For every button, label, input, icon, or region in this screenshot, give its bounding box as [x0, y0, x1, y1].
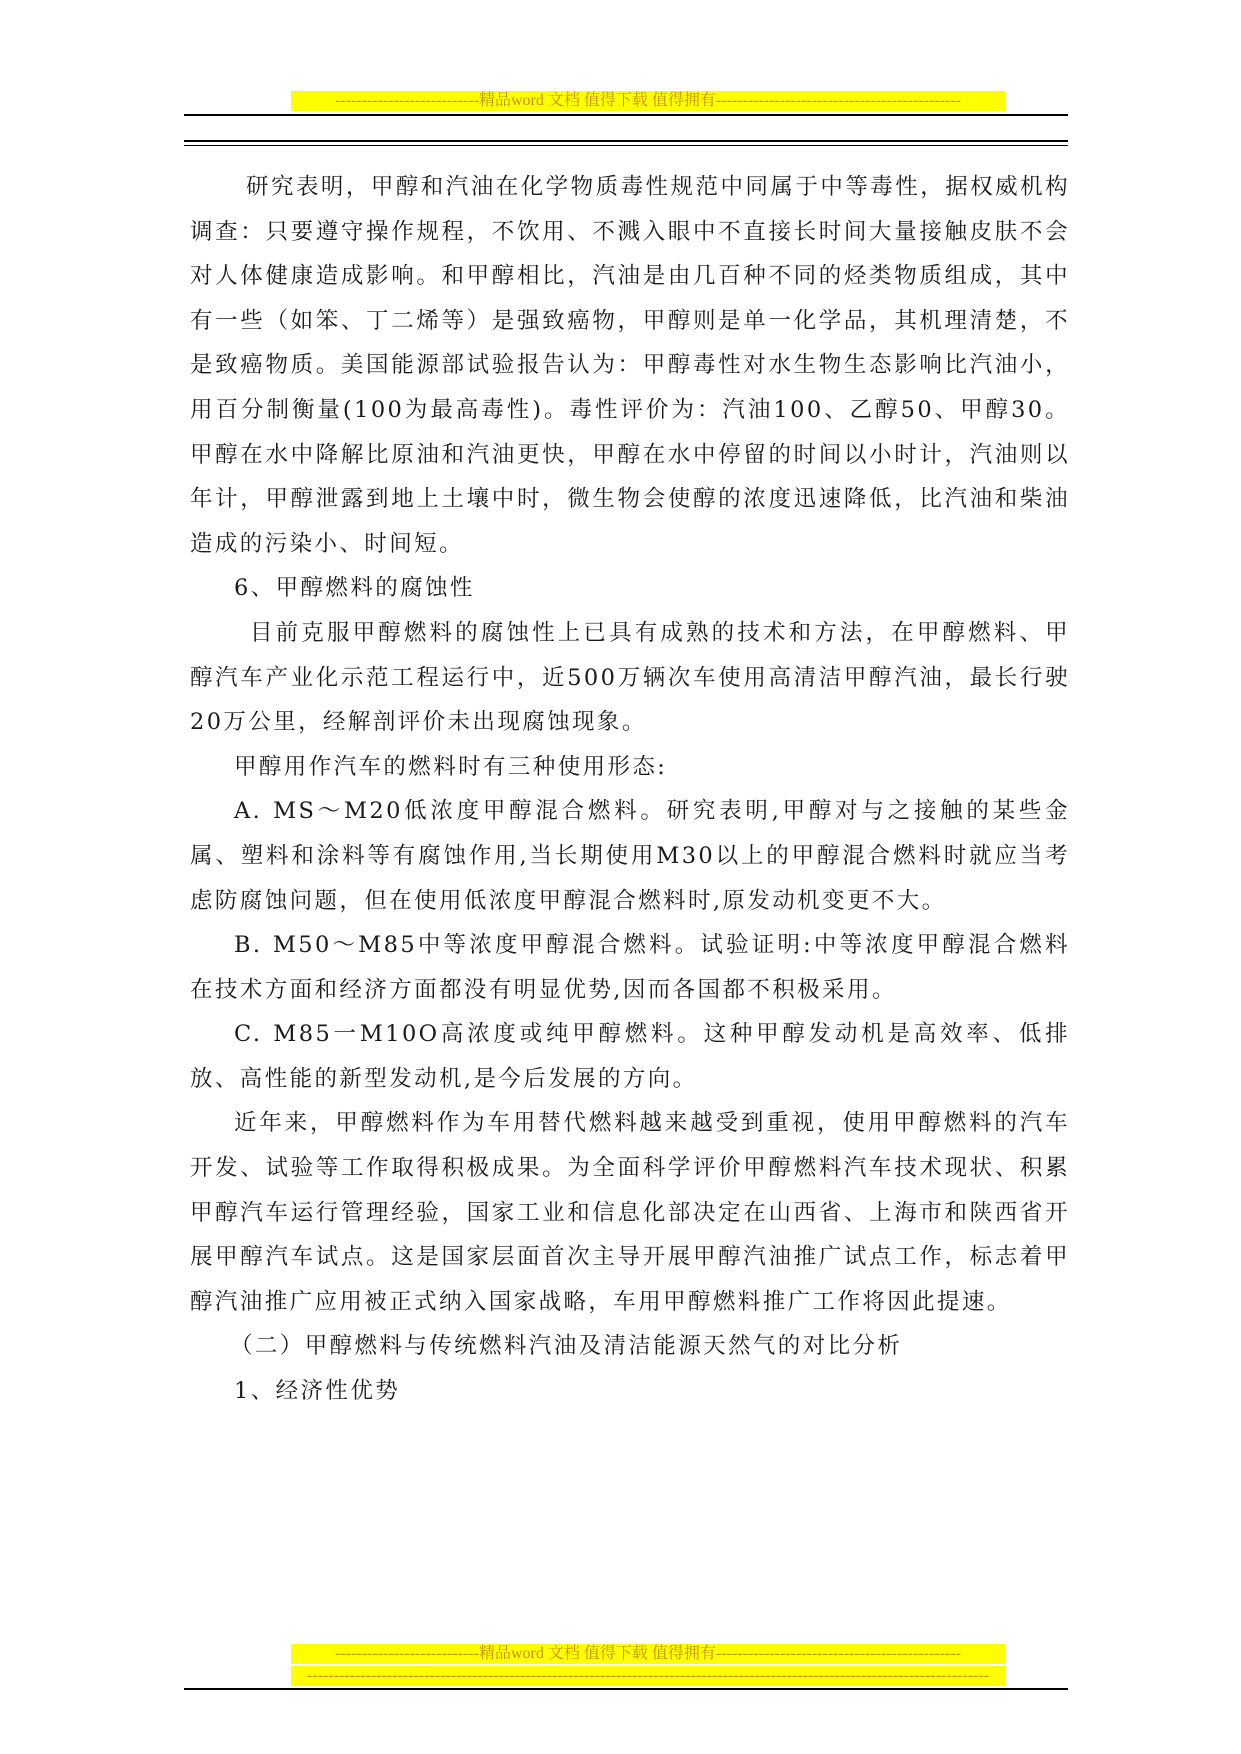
section-heading-comparison: （二）甲醇燃料与传统燃料汽油及清洁能源天然气的对比分析: [230, 1333, 903, 1360]
paragraph-corrosion-overview: 目前克服甲醇燃料的腐蚀性上已具有成熟的技术和方法，在甲醇燃料、甲醇汽车产业化示范工程运行中，近500万辆次车使用高清洁甲醇汽油，最长行驶20万公里，经解剖评价未出现腐蚀现象。: [190, 619, 1070, 736]
header-rule: [184, 114, 1068, 116]
footer-banner-dashes: --------------------------------------------------------------------------------------------------------------------------------: [291, 1666, 1005, 1686]
header-double-rule-bottom: [184, 145, 1068, 146]
section-heading-economic-advantage: 1、经济性优势: [234, 1378, 401, 1405]
header-banner: ---------------------------精品word 文档 值得下载 值得拥有----------------------------------------------: [291, 91, 1005, 111]
footer-rule: [184, 1688, 1068, 1690]
paragraph-form-a: A. MS～M20低浓度甲醇混合燃料。研究表明,甲醇对与之接触的某些金属、塑料和涂料等有腐蚀作用,当长期使用M30以上的甲醇混合燃料时就应当考虑防腐蚀问题，但在使用低浓度甲醇混合燃料时,原发动机变更不大。: [190, 798, 1070, 914]
paragraph-toxicity: 研究表明，甲醇和汽油在化学物质毒性规范中同属于中等毒性，据权威机构调查：只要遵守操作规程，不饮用、不溅入眼中不直接长时间大量接触皮肤不会对人体健康造成影响。和甲醇相比，汽油是由几百种不同的烃类物质组成，其中有一些（如笨、丁二烯等）是强致癌物，甲醇则是单一化学品，其机理清楚，不是致癌物质。美国能源部试验报告认为：甲醇毒性对水生物生态影响比汽油小，用百分制衡量(100为最高毒性)。毒性评价为：汽油100、乙醇50、甲醇30。甲醇在水中降解比原油和汽油更快，甲醇在水中停留的时间以小时计，汽油则以年计，甲醇泄露到地上土壤中时，微生物会使醇的浓度迅速降低，比汽油和柴油造成的污染小、时间短。: [190, 174, 1070, 557]
paragraph-recent-developments: 近年来，甲醇燃料作为车用替代燃料越来越受到重视，使用甲醇燃料的汽车开发、试验等工作取得积极成果。为全面科学评价甲醇燃料汽车技术现状、积累甲醇汽车运行管理经验，国家工业和信息化部决定在山西省、上海市和陕西省开展甲醇汽车试点。这是国家层面首次主导开展甲醇汽油推广试点工作，标志着甲醇汽油推广应用被正式纳入国家战略，车用甲醇燃料推广工作将因此提速。: [190, 1110, 1070, 1315]
paragraph-usage-forms-intro: 甲醇用作汽车的燃料时有三种使用形态:: [234, 753, 668, 780]
section-heading-corrosion: 6、甲醇燃料的腐蚀性: [234, 575, 475, 602]
paragraph-form-c: C. M85一M10O高浓度或纯甲醇燃料。这种甲醇发动机是高效率、低排放、高性能的新型发动机,是今后发展的方向。: [190, 1021, 1070, 1092]
document-body: [190, 165, 1070, 1414]
footer-banner: ---------------------------精品word 文档 值得下载 值得拥有----------------------------------------------: [291, 1644, 1005, 1664]
header-double-rule-top: [184, 140, 1068, 142]
paragraph-form-b: B. M50～M85中等浓度甲醇混合燃料。试验证明:中等浓度甲醇混合燃料在技术方面和经济方面都没有明显优势,因而各国都不积极采用。: [190, 932, 1070, 1003]
